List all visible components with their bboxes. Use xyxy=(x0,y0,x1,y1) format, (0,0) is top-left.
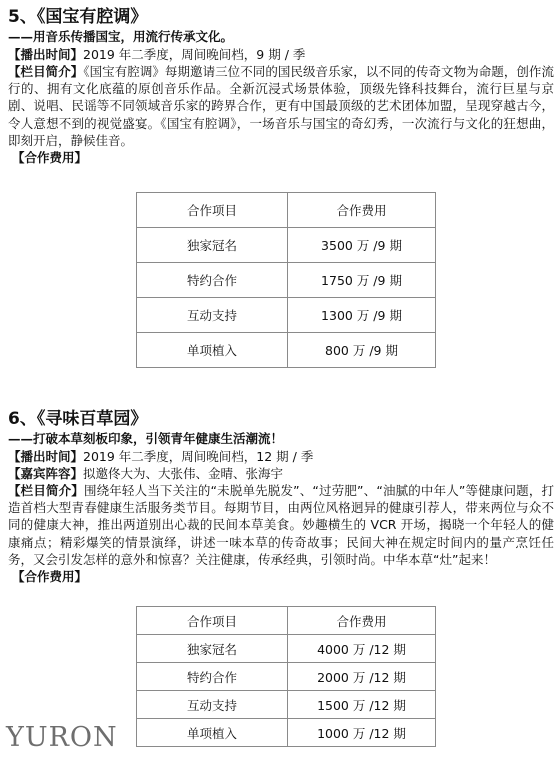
fee-table xyxy=(136,606,436,747)
guests-line xyxy=(8,465,554,482)
section-title: 6、《寻味百草园》 xyxy=(8,409,148,429)
airtime-line xyxy=(8,46,554,63)
airtime-value: 2019 年二季度，周间晚间档，9 期 / 季 xyxy=(83,47,306,62)
price-cell: 1750 万 /9 期 xyxy=(288,263,436,298)
table-row xyxy=(137,228,436,263)
fee-label: 【合作费用】 xyxy=(12,150,88,166)
item-cell: 单项植入 xyxy=(137,719,288,747)
table-row xyxy=(137,719,436,747)
table-row xyxy=(137,298,436,333)
intro-paragraph xyxy=(8,482,554,568)
airtime-line xyxy=(8,448,554,465)
table-row xyxy=(137,635,436,663)
price-cell: 1000 万 /12 期 xyxy=(288,719,436,747)
table-header-row xyxy=(137,607,436,635)
price-cell: 1500 万 /12 期 xyxy=(288,691,436,719)
watermark: YURON xyxy=(6,722,118,753)
airtime-value: 2019 年二季度，周间晚间档，12 期 / 季 xyxy=(83,449,314,464)
intro-label: 【栏目简介】 xyxy=(8,64,84,79)
price-cell: 2000 万 /12 期 xyxy=(288,663,436,691)
item-cell: 单项植入 xyxy=(137,333,288,368)
price-cell: 3500 万 /9 期 xyxy=(288,228,436,263)
table-row xyxy=(137,691,436,719)
section-title: 5、《国宝有腔调》 xyxy=(8,7,148,27)
section-slogan: ——打破本草刻板印象，引领青年健康生活潮流！ xyxy=(8,431,284,446)
table-row xyxy=(137,663,436,691)
airtime-label: 【播出时间】 xyxy=(8,449,84,464)
header-cell: 合作项目 xyxy=(137,607,288,635)
program-section-5 xyxy=(8,6,554,358)
item-cell: 特约合作 xyxy=(137,663,288,691)
airtime-label: 【播出时间】 xyxy=(8,47,84,62)
item-cell: 互动支持 xyxy=(137,298,288,333)
item-cell: 互动支持 xyxy=(137,691,288,719)
header-cell: 合作费用 xyxy=(288,193,436,228)
item-cell: 独家冠名 xyxy=(137,228,288,263)
table-row xyxy=(137,263,436,298)
table-header-row xyxy=(137,193,436,228)
price-cell: 4000 万 /12 期 xyxy=(288,635,436,663)
price-cell: 800 万 /9 期 xyxy=(288,333,436,368)
guests-label: 【嘉宾阵容】 xyxy=(8,466,84,481)
intro-paragraph xyxy=(8,63,554,149)
header-cell: 合作项目 xyxy=(137,193,288,228)
section-slogan: ——用音乐传播国宝，用流行传承文化。 xyxy=(8,29,234,44)
fee-table xyxy=(136,192,436,368)
header-cell: 合作费用 xyxy=(288,607,436,635)
fee-label: 【合作费用】 xyxy=(12,569,88,585)
intro-text: 《国宝有腔调》每期邀请三位不同的国民级音乐家，以不同的传奇文物为命题，创作流行的、拥有文化底蕴的原创音乐作品。全新沉浸式场景体验，顶级先锋科技舞台，流行巨星与京剧、说唱、民谣等不同领域音乐家的跨界合作，更有中国最顶级的艺术团体加盟，呈现穿越古今，令人意想不到的视觉盛宴。《国宝有腔调》，一场音乐与国宝的奇幻秀，一次流行与文化的狂想曲，即刻开启，静候佳音。 xyxy=(8,64,554,148)
price-cell: 1300 万 /9 期 xyxy=(288,298,436,333)
item-cell: 独家冠名 xyxy=(137,635,288,663)
intro-label: 【栏目简介】 xyxy=(8,483,84,498)
guests-value: 拟邀佟大为、大张伟、金晴、张海宇 xyxy=(83,466,284,481)
intro-text: 围绕年轻人当下关注的“未脱单先脱发”、“过劳肥”、“油腻的中年人”等健康问题，打造首档大型青春健康生活服务类节目。每期节目，由两位风格迥异的健康引荐人，带来两位与众不同的健康大神，推出两道别出心裁的民间本草美食。妙趣横生的 VCR 开场，揭晓一个年轻人的健康痛点；精彩爆笑的情景演绎，讲述一味本草的传奇故事；民间大神在规定时间内的量产烹饪任务，又会引发怎样的意外和惊喜？关注健康，传承经典，引领时尚。中华本草“灶”起来！ xyxy=(8,483,554,567)
table-row xyxy=(137,333,436,368)
item-cell: 特约合作 xyxy=(137,263,288,298)
